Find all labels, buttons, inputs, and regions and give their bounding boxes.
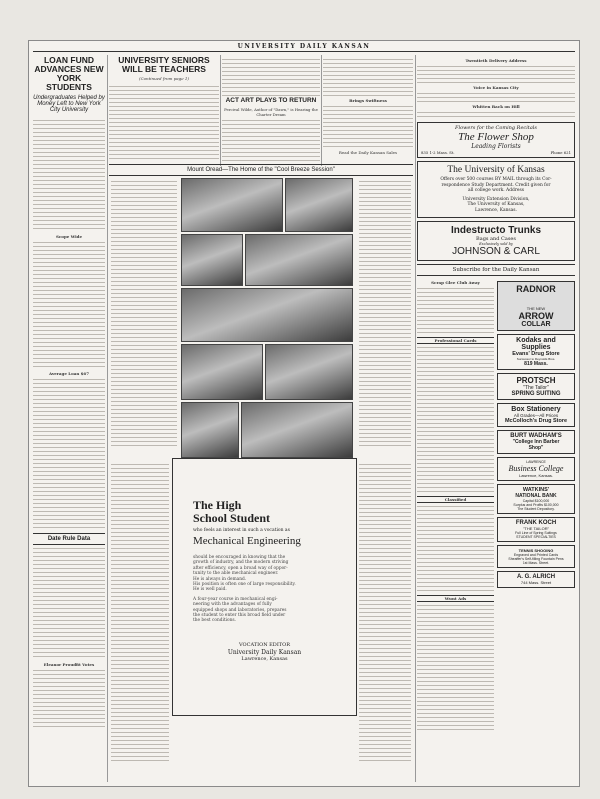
watkins-line: Surplus and Profits $100,000	[513, 502, 559, 507]
campus-photo	[241, 402, 353, 458]
article-text	[222, 56, 320, 96]
column-1	[33, 56, 105, 784]
trunk-title: Indestructo Trunks	[450, 224, 541, 236]
watkins-line: WATKINS'	[522, 486, 550, 493]
tennis-line: Sheaffer's Self-filling Fountain Pens	[508, 556, 564, 561]
headline-art-plays: ACT ART PLAYS TO RETURN	[225, 97, 317, 104]
subscribe-banner: Subscribe for the Daily Kansan	[417, 264, 575, 276]
article-text	[417, 109, 575, 119]
kodak-line: Supplies	[521, 343, 551, 351]
column-3	[222, 56, 320, 161]
box-line: McColloch's Drug Store	[504, 417, 568, 424]
ad-title-line-1: The High	[193, 498, 242, 512]
biz-line: LAWRENCE	[526, 459, 546, 464]
ad-line: the student to enter this broad field under	[193, 613, 286, 619]
burt-line: BURT WADHAM'S	[510, 432, 562, 439]
subhead-scope: Scope Wide	[55, 233, 82, 239]
ad-line: tunity to the able mechanical engineer.	[193, 571, 279, 577]
column-4	[323, 56, 413, 161]
article-text	[359, 178, 411, 448]
column-rule	[321, 55, 322, 166]
article-text	[417, 344, 494, 494]
article-text	[222, 117, 320, 161]
kodak-line: 819 Mass.	[524, 360, 548, 367]
headline-seniors: UNIVERSITY SENIORS WILL BE TEACHERS	[118, 56, 210, 74]
headline-date-rule: Date Rule Data	[33, 533, 105, 545]
koch-line: Full Line of Spring Suitings	[515, 530, 557, 535]
article-text	[323, 56, 413, 96]
article-text	[111, 178, 177, 448]
whitten-heading: Whitten Back on Hill	[472, 104, 520, 109]
uk-address: University Extension Division,	[462, 196, 530, 202]
flower-shop-name: The Flower Shop	[458, 131, 534, 143]
classified-heading: Classified	[417, 496, 494, 503]
koch-line: FRANK KOCH	[515, 519, 557, 526]
ad-line: He is well paid.	[193, 587, 227, 593]
kodak-line: Evans' Drug Store	[512, 350, 560, 357]
frank-koch-ad	[497, 517, 575, 542]
flower-top: Flowers for the Coming Recitals	[455, 125, 537, 131]
burt-line: Shop"	[528, 444, 544, 451]
masthead: UNIVERSITY DAILY KANSAN	[237, 43, 371, 50]
ad-subtitle: who feels an interest in such a vocation as	[193, 528, 290, 533]
trunk-seller: JOHNSON & CARL	[452, 245, 540, 257]
watkins-line: NATIONAL BANK	[515, 492, 557, 499]
box-line: Box Stationery	[511, 405, 561, 413]
box-line: All Grades—All Prices	[513, 412, 559, 418]
uk-title: The University of Kansas	[447, 165, 545, 175]
mechanical-engineering-ad	[172, 458, 357, 716]
flower-phone: Phone 621	[550, 150, 571, 155]
radnor-line: COLLAR	[521, 320, 551, 328]
campus-photo	[285, 178, 353, 232]
headline-loan-fund: LOAN FUND ADVANCES NEW YORK STUDENTS	[34, 56, 104, 92]
article-text	[111, 461, 169, 761]
campus-photo	[181, 344, 263, 400]
photo-band-caption: Mount Oread—The Home of the "Cool Breeze Session"	[109, 164, 413, 176]
ad-footer-line: Lawrence, Kansas	[241, 655, 288, 662]
tennis-ad	[497, 545, 575, 568]
arrow-collar-ad	[497, 281, 575, 331]
subhead-proudfit: Eleanor Proudfit Votes	[43, 661, 95, 667]
ad-footer	[173, 642, 356, 663]
article-text	[417, 602, 494, 732]
alrich-line: 744 Mass. Street	[520, 579, 552, 585]
uk-line: all college work. Address	[467, 188, 525, 194]
business-college-ad	[497, 457, 575, 481]
kodak-ad	[497, 334, 575, 370]
watkins-line: The Student Depository.	[517, 506, 555, 511]
ads-column	[417, 56, 575, 784]
campus-photo	[181, 234, 243, 286]
indestructo-trunks-ad	[417, 221, 575, 261]
twentieth-address-heading: Twentieth Delivery Address	[465, 58, 527, 63]
watkins-bank-ad	[497, 484, 575, 514]
article-text	[359, 461, 411, 761]
subhead-average-loan: Average Loan $67	[49, 370, 89, 376]
campus-photo-collage	[181, 178, 351, 456]
article-text	[33, 376, 105, 531]
radnor-line: ARROW	[518, 310, 554, 321]
article-text	[109, 83, 219, 161]
flower-sub: Leading Florists	[471, 143, 521, 150]
protsch-ad	[497, 373, 575, 400]
wanted-heading: Wunt Ads	[417, 595, 494, 602]
ad-line: He is always in demand.	[193, 576, 247, 582]
tennis-line: 1st Mass. Street.	[522, 560, 550, 565]
column-2	[109, 56, 219, 161]
ad-line: equipped shops and laboratories, prepares	[193, 607, 287, 613]
tennis-line: TENNIS SHOOING	[518, 547, 554, 553]
radnor-title: RADNOR	[516, 283, 556, 294]
biz-line: Lawrence, Kansas.	[518, 472, 554, 478]
uk-address: Lawrence, Kansas.	[475, 207, 517, 213]
article-text	[417, 285, 494, 335]
alrich-ad	[497, 571, 575, 588]
column-rule	[107, 55, 108, 782]
ad-body	[193, 555, 336, 624]
ad-line: after efficiency, open a broad way of oppor-	[193, 565, 288, 571]
article-text	[33, 545, 105, 660]
koch-line: STUDENT SPECIALTIES	[516, 534, 556, 539]
campus-photo	[245, 234, 353, 286]
tagline: Read the Daily Kansan Sales	[338, 150, 398, 155]
ad-footer-line: University Daily Kansan	[227, 648, 302, 656]
uk-address: The University of Kansas,	[467, 202, 525, 208]
uk-line: respondence Study Department. Credit given for	[441, 182, 551, 188]
ad-line: should be encouraged in knowing that the	[193, 555, 286, 560]
glee-heading: Scrap Glee Club Away	[431, 279, 480, 285]
protsch-line: PROTSCH	[516, 375, 556, 385]
ad-line: A four-year course in mechanical engi-	[193, 596, 278, 602]
radnor-line: THE NEW	[526, 305, 546, 311]
campus-photo	[181, 402, 239, 458]
continued-note: (Continued from page 1)	[139, 75, 189, 81]
masthead-rule	[33, 51, 575, 52]
protsch-line: SPRING SUITING	[511, 390, 561, 397]
trunk-sub: Bags and Cases	[476, 235, 516, 242]
ad-line: His position is often one of large responsibility.	[193, 582, 296, 588]
biz-line: Business College	[508, 463, 564, 473]
article-text	[33, 117, 105, 232]
watkins-line: Capital $100,000	[522, 498, 550, 503]
subhead-swiftness: Brings Swiftness	[349, 98, 387, 103]
alrich-line: A. G. ALRICH	[516, 573, 556, 580]
kodak-line: Kodaks and	[516, 336, 556, 344]
ad-field: Mechanical Engineering	[193, 535, 301, 547]
article-text	[417, 90, 575, 102]
column-rule	[220, 55, 221, 166]
protsch-line: "The Tailor"	[523, 384, 549, 391]
kodak-line: Successor to Reynolds Bros.	[516, 356, 556, 361]
campus-photo	[181, 288, 353, 342]
ad-footer-line: VOCATION EDITOR	[239, 641, 290, 648]
article-text	[417, 63, 575, 83]
flower-shop-ad	[417, 122, 575, 158]
university-extension-ad	[417, 161, 575, 218]
voice-heading: Voice in Kansas City	[473, 85, 519, 90]
deck-loan-fund: Undergraduates Helped by Money Left to New York City University	[33, 94, 105, 114]
burt-line: "College Inn Barber	[512, 438, 560, 445]
tennis-line: Engraved and Printed Cards	[513, 552, 559, 557]
burt-wadham-ad	[497, 430, 575, 454]
ad-line: growth of industry, and the modern striving	[193, 560, 289, 566]
article-text	[417, 503, 494, 593]
deck-art-plays: Percival Wilde, Author of "Dawn," is Hearing the Charter Dream	[224, 106, 318, 117]
ad-line: the best conditions.	[193, 618, 236, 624]
article-text	[33, 667, 105, 727]
ad-line: neering with the advantages of fully	[193, 602, 272, 608]
ad-title-line-2: School Student	[193, 511, 271, 525]
professional-cards-heading: Professional Cards	[417, 337, 494, 344]
flower-address: 835 1-2 Mass. St.	[421, 150, 455, 155]
article-text	[33, 239, 105, 369]
campus-photo	[265, 344, 353, 400]
column-rule	[415, 55, 416, 782]
newspaper-page	[28, 40, 580, 787]
article-text	[323, 103, 413, 148]
box-stationery-ad	[497, 403, 575, 427]
koch-line: "THE TAILOR"	[522, 525, 550, 531]
trunk-exclusive: Exclusively sold by	[479, 241, 513, 246]
uk-line: Offers over 500 courses BY MAIL through its Cor-	[440, 177, 552, 182]
campus-photo	[181, 178, 283, 232]
